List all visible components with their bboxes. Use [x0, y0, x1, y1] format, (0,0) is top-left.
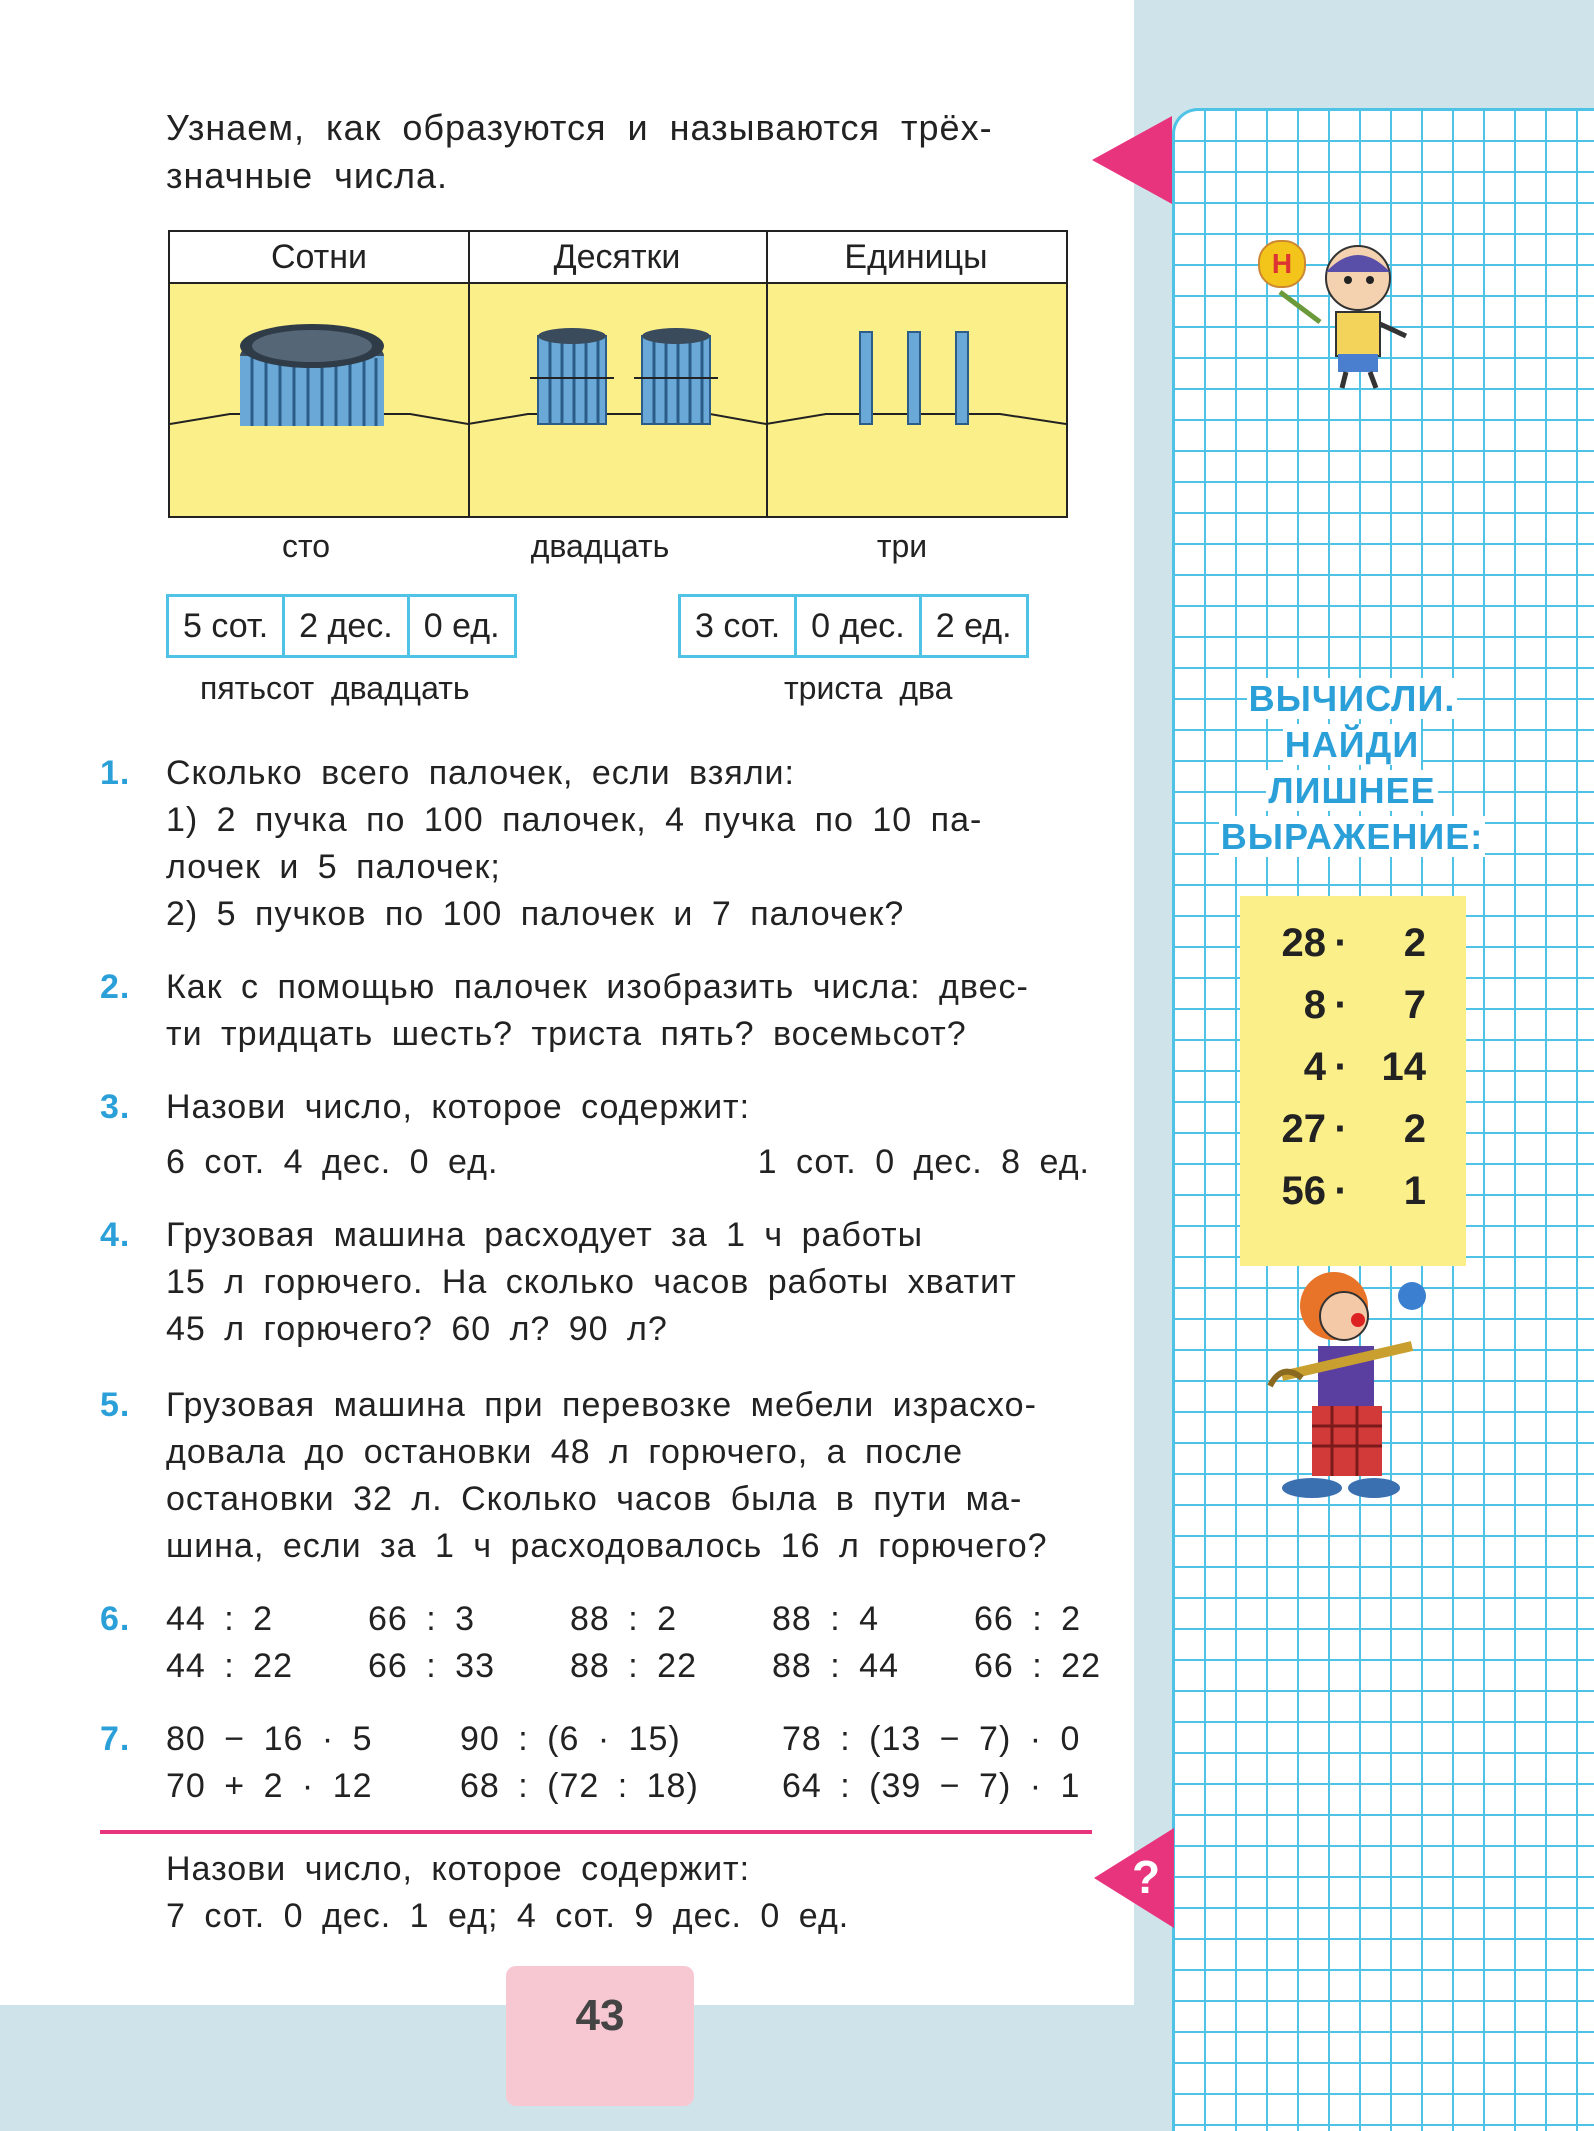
expr-right: 7 — [1403, 983, 1426, 1027]
badge-n-icon: Н — [1258, 240, 1306, 288]
math-expression: 78 : (13 − 7) · 0 — [782, 1720, 1081, 1758]
task-line: довала до остановки 48 л горючего, а после — [166, 1433, 964, 1471]
task-line: лочек и 5 палочек; — [166, 848, 501, 886]
task-6 — [100, 1596, 1101, 1690]
expr-left: 27 — [1281, 1107, 1326, 1151]
dot-operator: · — [1334, 921, 1348, 965]
math-expression: 70 + 2 · 12 — [166, 1767, 373, 1805]
task-line: Назови число, которое содержит: — [166, 1850, 751, 1888]
section-divider — [100, 1830, 1092, 1834]
task-line: 15 л горючего. На сколько часов работы хватит — [166, 1263, 1017, 1301]
task-number: 3. — [100, 1088, 131, 1126]
math-expression: 90 : (6 · 15) — [460, 1720, 681, 1758]
word-three: три — [876, 528, 928, 564]
caption-302: триста два — [784, 670, 953, 706]
digit-cell: 3 сот. — [681, 597, 797, 655]
math-expression: 80 − 16 · 5 — [166, 1720, 373, 1758]
divider — [766, 282, 768, 516]
task-line: Грузовая машина расходует за 1 ч работы — [166, 1216, 924, 1254]
word-hundred: сто — [281, 528, 331, 564]
dot-operator: · — [1334, 1169, 1348, 1213]
heading-line: ЛИШНЕЕ — [1268, 770, 1436, 811]
math-expression: 66 : 33 — [368, 1647, 495, 1685]
task-line: 2) 5 пучков по 100 палочек и 7 палочек? — [166, 895, 905, 933]
hundred-bundle-icon — [240, 324, 384, 426]
expr-right: 2 — [1403, 921, 1426, 965]
header-units: Единицы — [844, 238, 988, 276]
ten-bundle-icon — [530, 328, 614, 424]
task-2 — [100, 964, 1090, 1058]
task-number: 2. — [100, 968, 131, 1006]
word-twenty: двадцать — [530, 528, 670, 564]
digit-box-302 — [678, 594, 1029, 658]
clown-character-icon — [1262, 1266, 1442, 1506]
intro-text — [166, 104, 1026, 200]
task-number: 5. — [100, 1386, 131, 1424]
task-number: 4. — [100, 1216, 131, 1254]
task-number: 7. — [100, 1720, 131, 1758]
heading-line: ВЫРАЖЕНИЕ: — [1220, 816, 1484, 857]
task-7 — [100, 1716, 1090, 1810]
math-expression: 68 : (72 : 18) — [460, 1767, 699, 1805]
math-expression: 44 : 22 — [166, 1647, 293, 1685]
task-line: остановки 32 л. Сколько часов была в пути ма- — [166, 1480, 1023, 1518]
expr-left: 8 — [1303, 983, 1326, 1027]
heading-line: ВЫЧИСЛИ. — [1248, 678, 1456, 719]
bonus-question — [100, 1846, 1090, 1940]
place-value-table — [168, 230, 1068, 518]
page-number: 43 — [506, 1966, 694, 2106]
math-expression: 88 : 4 — [772, 1600, 880, 1638]
task-number: 6. — [100, 1600, 131, 1638]
math-expression: 66 : 3 — [368, 1600, 476, 1638]
math-expression: 66 : 2 — [974, 1600, 1082, 1638]
digit-cell: 5 сот. — [169, 597, 285, 655]
dot-operator: · — [1334, 1045, 1348, 1089]
expr-right: 2 — [1403, 1107, 1426, 1151]
dot-operator: · — [1334, 983, 1348, 1027]
expressions-box — [1240, 896, 1466, 1266]
divider — [468, 282, 470, 516]
sticks-illustration — [170, 282, 1066, 516]
digit-cell: 0 дес. — [797, 597, 922, 655]
intro-line-2: значные числа. — [166, 155, 449, 196]
expr-left: 28 — [1281, 921, 1326, 965]
heading-line: НАЙДИ — [1284, 724, 1420, 765]
sticks-drawing — [170, 284, 1066, 516]
math-expression: 44 : 2 — [166, 1600, 274, 1638]
expr-right: 1 — [1403, 1169, 1426, 1213]
expr-left: 56 — [1281, 1169, 1326, 1213]
math-expression: 88 : 22 — [570, 1647, 697, 1685]
digit-cell: 0 ед. — [423, 607, 500, 645]
dot-operator: · — [1334, 1107, 1348, 1151]
task-line: Сколько всего палочек, если взяли: — [166, 754, 795, 792]
digit-cell: 2 дес. — [285, 597, 410, 655]
number-composition: 6 сот. 4 дес. 0 ед. — [166, 1143, 499, 1181]
number-composition: 1 сот. 0 дес. 8 ед. — [757, 1143, 1090, 1181]
intro-line-1: Узнаем, как образуются и называются трёх- — [166, 107, 993, 148]
math-expression: 88 : 2 — [570, 1600, 678, 1638]
math-expression: 64 : (39 − 7) · 1 — [782, 1767, 1081, 1805]
task-line: 7 сот. 0 дес. 1 ед; 4 сот. 9 дес. 0 ед. — [166, 1897, 850, 1935]
single-stick-icon — [908, 332, 920, 424]
task-4 — [100, 1212, 1090, 1353]
math-expression: 66 : 22 — [974, 1647, 1101, 1685]
sidebar-heading — [1202, 676, 1502, 860]
caption-520: пятьсот двадцать — [200, 670, 470, 706]
task-line: 1) 2 пучка по 100 палочек, 4 пучка по 10 па- — [166, 801, 983, 839]
expr-left: 4 — [1303, 1045, 1326, 1089]
task-line: 45 л горючего? 60 л? 90 л? — [166, 1310, 668, 1348]
task-5 — [100, 1382, 1090, 1570]
single-stick-icon — [860, 332, 872, 424]
math-expression: 88 : 44 — [772, 1647, 899, 1685]
single-stick-icon — [956, 332, 968, 424]
task-number: 1. — [100, 754, 131, 792]
digit-box-520 — [166, 594, 517, 658]
header-tens: Десятки — [468, 232, 768, 282]
task-line: ти тридцать шесть? триста пять? восемьсот? — [166, 1015, 967, 1053]
task-line: шина, если за 1 ч расходовалось 16 л горючего? — [166, 1527, 1048, 1565]
ten-bundle-icon — [634, 328, 718, 424]
header-hundreds: Сотни — [170, 232, 470, 282]
task-1 — [100, 750, 1090, 938]
task-line: Назови число, которое содержит: — [166, 1088, 751, 1126]
task-line: Как с помощью палочек изобразить числа: двес- — [166, 968, 1029, 1006]
task-3 — [100, 1084, 1090, 1186]
digit-cell: 2 ед. — [935, 607, 1012, 645]
task-line: Грузовая машина при перевозке мебели израсхо- — [166, 1386, 1037, 1424]
expr-right: 14 — [1381, 1045, 1426, 1089]
question-mark-icon: ? — [1132, 1851, 1161, 1903]
section-marker-triangle — [1092, 116, 1172, 204]
